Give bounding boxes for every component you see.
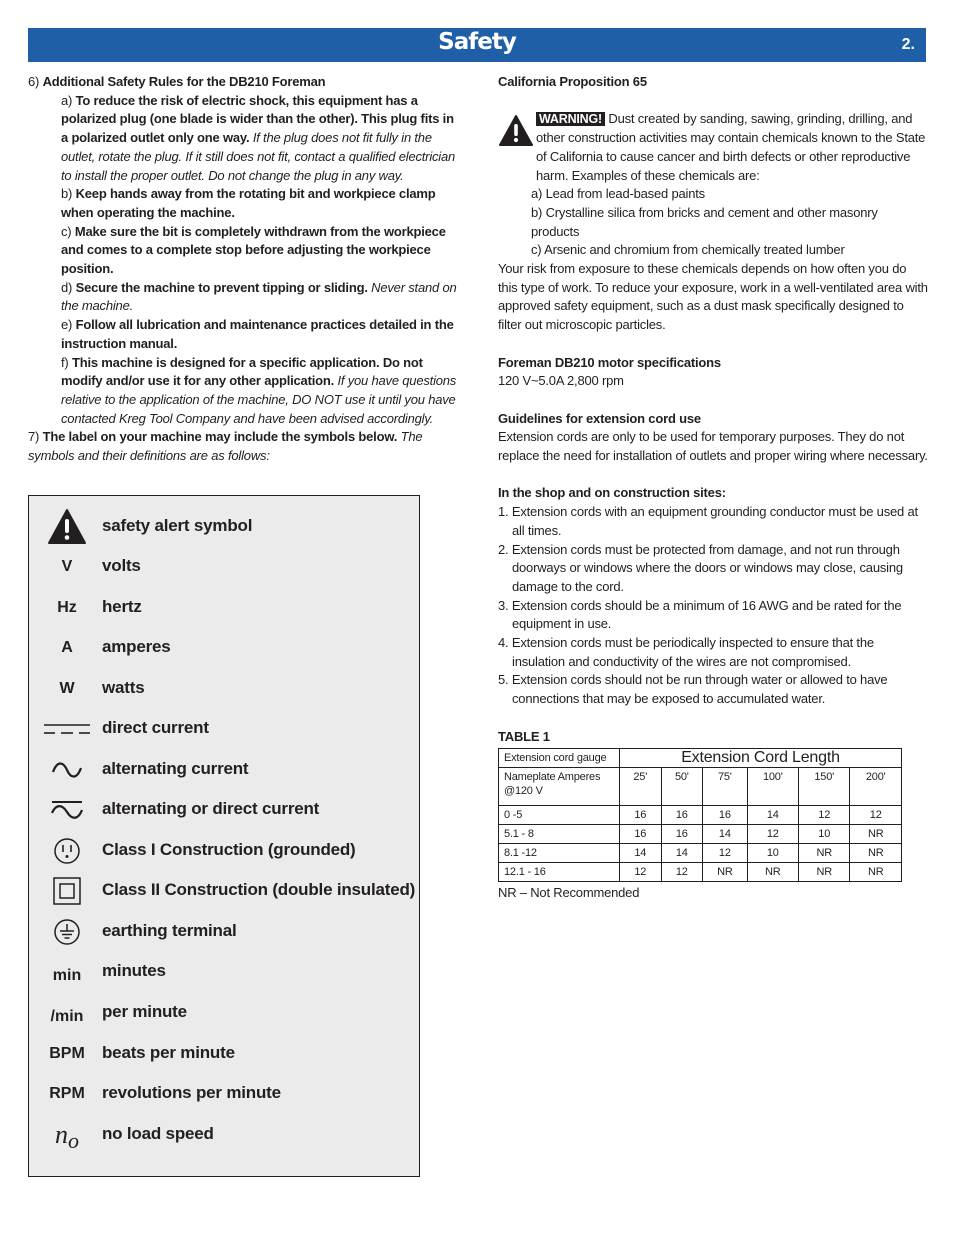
symbols-legend-box <box>28 495 420 1177</box>
table-cell: 100' <box>747 768 798 806</box>
symbol-row <box>29 831 419 871</box>
shop-title <box>498 484 928 503</box>
shop-item: 5. Extension cords should not be run through water or allowed to have connections that may be exposed to accumulated water. <box>498 672 888 707</box>
symbol-label: beats per minute <box>102 1043 235 1062</box>
shop-item: 1. Extension cords with an equipment grounding conductor must be used at all times. <box>498 504 918 538</box>
rule-6b <box>28 185 458 222</box>
motor-title-text: Foreman DB210 motor specifications <box>498 354 721 370</box>
symbol-row <box>29 628 419 668</box>
table-title-text: TABLE 1 <box>498 728 550 744</box>
rule-6f-label: f) <box>61 354 69 370</box>
table-cell: 8.1 -12 <box>499 844 620 863</box>
table-cell: NR <box>850 844 902 863</box>
table-cell: 0 -5 <box>499 806 620 825</box>
table-cell: 12 <box>703 844 747 863</box>
rule-6a <box>28 92 458 186</box>
rule-6c-label: c) <box>61 223 72 239</box>
rule-6c-bold: Make sure the bit is completely withdrawn from the workpiece and comes to a complete stop before adjusting the workpiece position. <box>61 223 446 277</box>
table-cell: 14 <box>747 806 798 825</box>
symbol-label: minutes <box>102 961 166 980</box>
table-cell: 12.1 - 16 <box>499 863 620 882</box>
symbol-label: Class II Construction (double insulated) <box>102 880 416 899</box>
symbol-text: A <box>61 639 73 656</box>
table-cell: NR <box>703 863 747 882</box>
motor-title <box>498 354 928 373</box>
rule-6c <box>28 223 458 279</box>
risk-text: Your risk from exposure to these chemicals depends on how often you do this type of work. To reduce your exposure, work in a well-ventilated area with approved safety equipment, such as a dust mask specifically designed to filter out microscopic particles. <box>498 261 928 333</box>
extension-cord-table <box>498 748 902 882</box>
symbol-label: volts <box>102 556 141 575</box>
symbol-text: W <box>59 680 75 697</box>
symbol-row <box>29 507 419 547</box>
symbol-label: earthing terminal <box>102 921 237 940</box>
table-cell: 16 <box>661 825 703 844</box>
rule-6e <box>28 316 458 353</box>
symbol-row <box>29 790 419 830</box>
table-cell: 16 <box>620 806 662 825</box>
symbol-text: V <box>61 558 73 575</box>
table-cell: 150' <box>799 768 850 806</box>
alternating-current-icon <box>43 750 91 790</box>
table-cell: 12 <box>850 806 902 825</box>
shop-item: 2. Extension cords must be protected from damage, and not run through doorways or windows where the doors or windows may close, causing damage to the cord. <box>498 541 903 594</box>
table-row-header: Nameplate Amperes @120 V <box>499 768 620 806</box>
warning-triangle-icon <box>43 507 91 547</box>
table-corner-cell: Extension cord gauge <box>499 749 620 768</box>
table-cell: 5.1 - 8 <box>499 825 620 844</box>
table-cell: 200' <box>850 768 902 806</box>
symbol-row <box>29 1034 419 1074</box>
rule-6d-italic: Never stand on the machine. <box>61 279 457 314</box>
table-cell: 10 <box>747 844 798 863</box>
table-cell: NR <box>850 825 902 844</box>
symbol-row <box>29 993 419 1033</box>
symbol-text: n <box>55 1120 68 1149</box>
symbol-row <box>29 709 419 749</box>
table-cell: NR <box>799 844 850 863</box>
rule-7-number: 7) <box>28 429 40 445</box>
symbol-label: watts <box>102 678 145 697</box>
rule-6e-bold: Follow all lubrication and maintenance practices detailed in the instruction manual. <box>61 317 454 351</box>
symbol-row <box>29 669 419 709</box>
symbol-label: amperes <box>102 637 171 656</box>
motor-spec: 120 V~5.0A 2,800 rpm <box>498 373 624 389</box>
table-cell: NR <box>799 863 850 882</box>
extension-title-text: Guidelines for extension cord use <box>498 410 701 426</box>
page-header <box>28 28 926 62</box>
table-title <box>498 728 928 747</box>
symbol-row <box>29 588 419 628</box>
table-cell: NR <box>747 863 798 882</box>
symbol-label: hertz <box>102 597 142 616</box>
shop-item: 4. Extension cords must be periodically inspected to ensure that the insulation and conductivity of the wires are not compromised. <box>498 635 874 669</box>
direct-current-icon <box>43 709 91 749</box>
table-cell: 12 <box>661 863 703 882</box>
symbol-text: BPM <box>49 1045 85 1062</box>
symbol-subscript: o <box>68 1128 79 1153</box>
warning-paragraph <box>498 110 928 185</box>
rule-6-title: Additional Safety Rules for the DB210 Foreman <box>42 74 326 89</box>
table-cell: 16 <box>661 806 703 825</box>
rule-7-italic: The symbols and their definitions are as follows: <box>28 429 423 464</box>
table-cell: 14 <box>703 825 747 844</box>
prop65-column <box>498 73 928 903</box>
symbol-label: alternating or direct current <box>102 799 320 818</box>
symbol-label: per minute <box>102 1002 187 1021</box>
rule-6a-bold: To reduce the risk of electric shock, this equipment has a polarized plug (one blade is wider than the other). This plug fits in a polarized outlet only one way. <box>61 92 454 146</box>
extension-text: Extension cords are only to be used for temporary purposes. They do not replace the need for installation of outlets and proper wiring where necessary. <box>498 429 928 464</box>
rule-6 <box>28 73 458 92</box>
table-note: NR – Not Recommended <box>498 885 640 901</box>
earthing-terminal-icon <box>43 912 91 952</box>
table-cell: 12 <box>799 806 850 825</box>
rule-7 <box>28 428 458 465</box>
table-cell: 12 <box>747 825 798 844</box>
rule-6f <box>28 354 458 429</box>
table-cell: 12 <box>620 863 662 882</box>
symbol-label: safety alert symbol <box>102 516 253 535</box>
chemical-item: a) Lead from lead-based paints <box>531 186 705 202</box>
table-cell: 75' <box>703 768 747 806</box>
prop65-title-text: California Proposition 65 <box>498 74 647 89</box>
symbol-label: alternating current <box>102 759 249 778</box>
warning-badge: WARNING! <box>536 112 605 126</box>
table-cell: 16 <box>620 825 662 844</box>
table-cell: 10 <box>799 825 850 844</box>
shop-title-text: In the shop and on construction sites: <box>498 485 726 501</box>
symbol-row <box>29 1115 419 1155</box>
table-span-header: Extension Cord Length <box>620 749 902 768</box>
rule-6d-label: d) <box>61 279 73 295</box>
prop65-title <box>498 73 928 92</box>
rule-6b-bold: Keep hands away from the rotating bit and workpiece clamp when operating the machine. <box>61 186 436 220</box>
table-cell: NR <box>850 863 902 882</box>
table-row <box>499 806 902 825</box>
symbol-label: revolutions per minute <box>102 1083 281 1102</box>
page-number: 2. <box>901 36 915 53</box>
rule-6-number: 6) <box>28 74 40 89</box>
table-cell: 50' <box>661 768 703 806</box>
rule-6a-italic: If the plug does not fit fully in the outlet, rotate the plug. If it still does not fit, contact a qualified electrician to install the proper outlet. Do not change the plug in any way. <box>61 130 456 183</box>
warning-triangle-icon <box>498 114 534 153</box>
chemical-item: b) Crystalline silica from bricks and cement and other masonry products <box>531 204 878 239</box>
symbol-row <box>29 1074 419 1114</box>
table-cell: 16 <box>703 806 747 825</box>
warning-text: Dust created by sanding, sawing, grinding, drilling, and other construction activities may contain chemicals known to the State of California to cause cancer and birth defects or other reproductive harm. Examples of these chemicals are: <box>536 111 926 183</box>
rule-6f-italic: If you have questions relative to the application of the machine, DO NOT use it until you have contacted Kreg Tool Company and have been advised accordingly. <box>61 373 457 426</box>
table-header-row <box>499 749 902 768</box>
rule-6e-label: e) <box>61 317 73 333</box>
symbol-row <box>29 871 419 911</box>
rule-6a-label: a) <box>61 92 73 108</box>
table-cell: 14 <box>661 844 703 863</box>
class-1-grounded-icon <box>43 831 91 871</box>
table-lengths-row <box>499 768 902 806</box>
rule-6d-bold: Secure the machine to prevent tipping or sliding. <box>75 279 368 295</box>
extension-title <box>498 410 928 429</box>
table-row <box>499 863 902 882</box>
symbol-label: no load speed <box>102 1124 214 1143</box>
symbol-label: Class I Construction (grounded) <box>102 840 356 859</box>
symbol-text: Hz <box>57 599 77 616</box>
no-load-speed-symbol <box>43 1115 91 1155</box>
symbol-row <box>29 547 419 587</box>
class-2-double-insulated-icon <box>43 871 91 911</box>
rule-6b-label: b) <box>61 186 73 202</box>
symbol-text: /min <box>50 1008 84 1025</box>
symbol-row <box>29 750 419 790</box>
shop-item: 3. Extension cords should be a minimum of 16 AWG and be rated for the equipment in use. <box>498 597 902 632</box>
rule-6d <box>28 279 458 316</box>
symbol-label: direct current <box>102 718 209 737</box>
symbol-row <box>29 912 419 952</box>
symbol-text: min <box>52 967 82 984</box>
table-cell: 14 <box>620 844 662 863</box>
symbol-row <box>29 952 419 992</box>
chemical-item: c) Arsenic and chromium from chemically treated lumber <box>531 242 845 258</box>
table-row <box>499 825 902 844</box>
rule-7-bold: The label on your machine may include the symbols below. <box>42 429 398 445</box>
rule-6f-bold: This machine is designed for a specific application. Do not modify and/or use it for any other application. <box>61 354 423 389</box>
ac-dc-icon <box>43 790 91 830</box>
table-row <box>499 844 902 863</box>
table-cell: 25' <box>620 768 662 806</box>
page-title: Safety <box>438 29 516 55</box>
symbol-text: RPM <box>49 1085 85 1102</box>
safety-rules-column <box>28 73 458 466</box>
